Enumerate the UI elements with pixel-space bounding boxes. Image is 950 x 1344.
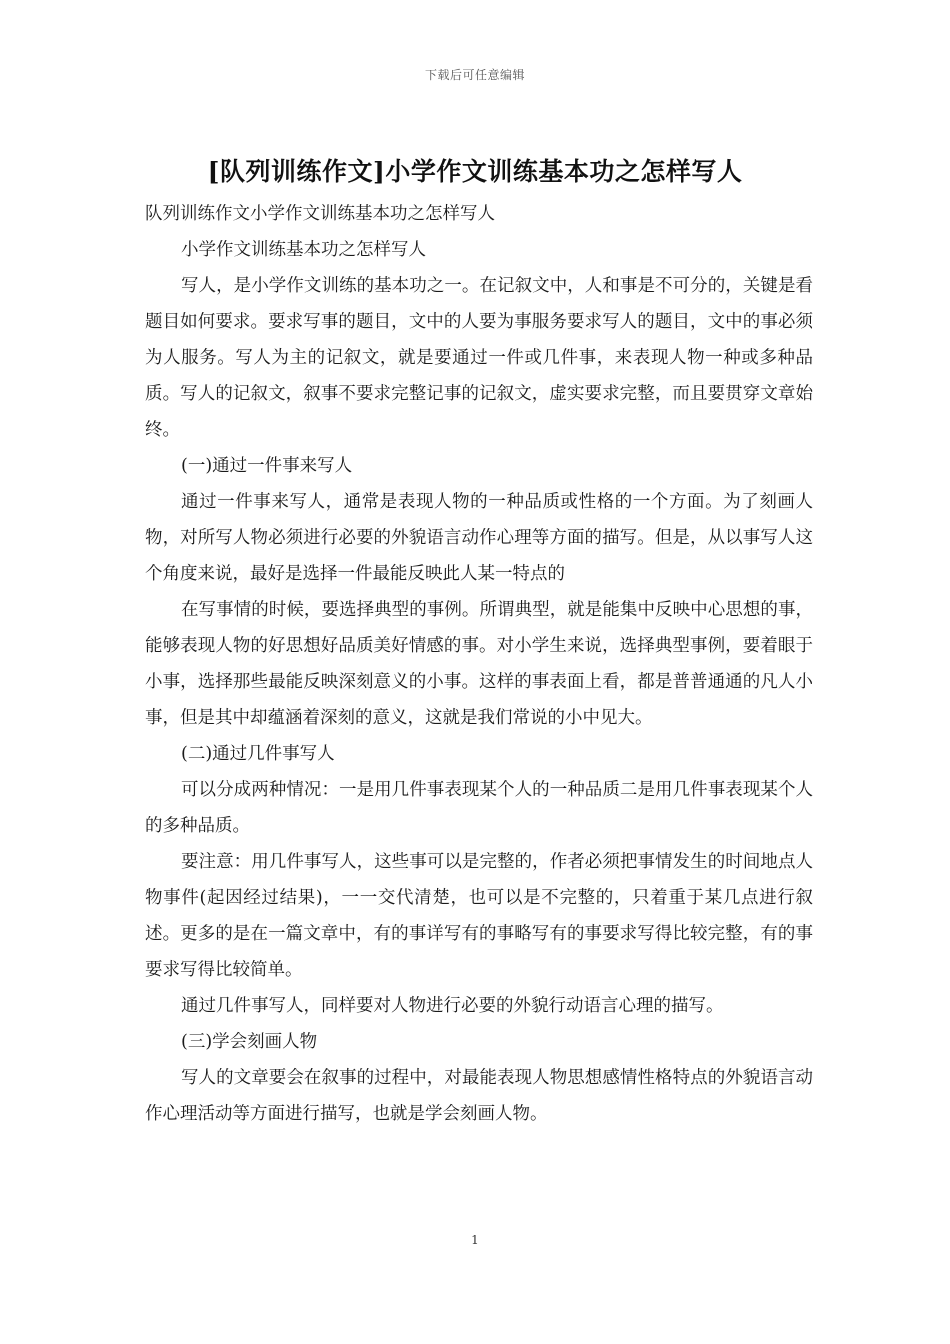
section-heading: 小学作文训练基本功之怎样写人 — [181, 240, 426, 260]
section-heading: (三)学会刻画人物 — [181, 1032, 318, 1052]
body-paragraph: 通过几件事写人，同样要对人物进行必要的外貌行动语言心理的描写。 — [181, 996, 724, 1016]
body-paragraph: 通过一件事来写人，通常是表现人物的一种品质或性格的一个方面。为了刻画人物，对所写人物必须进行必要的外貌语言动作心理等方面的描写。但是，从以事写人这个角度来说，最好是选择一件最能反映此人某一特点的 — [145, 492, 813, 584]
page-header: 下载后可任意编辑 — [424, 68, 525, 82]
document-title: [队列训练作文]小学作文训练基本功之怎样写人 — [207, 157, 743, 186]
body-paragraph: 在写事情的时候，要选择典型的事例。所谓典型，就是能集中反映中心思想的事，能够表现人物的好思想好品质美好情感的事。对小学生来说，选择典型事例，要着眼于小事，选择那些最能反映深刻意义的小事。这样的事表面上看，都是普普通通的凡人小事，但是其中却蕴涵着深刻的意义，这就是我们常说的小中见大。 — [145, 600, 813, 728]
body-paragraph: 写人的文章要会在叙事的过程中，对最能表现人物思想感情性格特点的外貌语言动作心理活动等方面进行描写，也就是学会刻画人物。 — [145, 1068, 813, 1124]
section-heading: (二)通过几件事写人 — [181, 744, 335, 764]
subtitle-paragraph: 队列训练作文小学作文训练基本功之怎样写人 — [145, 204, 495, 224]
body-paragraph: 可以分成两种情况：一是用几件事表现某个人的一种品质二是用几件事表现某个人的多种品质。 — [145, 780, 813, 836]
page-number: 1 — [471, 1233, 479, 1247]
document-body — [145, 196, 813, 1132]
section-heading: (一)通过一件事来写人 — [181, 456, 353, 476]
body-paragraph: 要注意：用几件事写人，这些事可以是完整的，作者必须把事情发生的时间地点人物事件(起因经过结果)，一一交代清楚，也可以是不完整的，只着重于某几点进行叙述。更多的是在一篇文章中，有的事详写有的事略写有的事要求写得比较完整，有的事要求写得比较简单。 — [145, 852, 813, 980]
body-paragraph: 写人，是小学作文训练的基本功之一。在记叙文中，人和事是不可分的，关键是看题目如何要求。要求写事的题目，文中的人要为事服务要求写人的题目，文中的事必须为人服务。写人为主的记叙文，就是要通过一件或几件事，来表现人物一种或多种品质。写人的记叙文，叙事不要求完整记事的记叙文，虚实要求完整，而且要贯穿文章始终。 — [145, 276, 813, 440]
